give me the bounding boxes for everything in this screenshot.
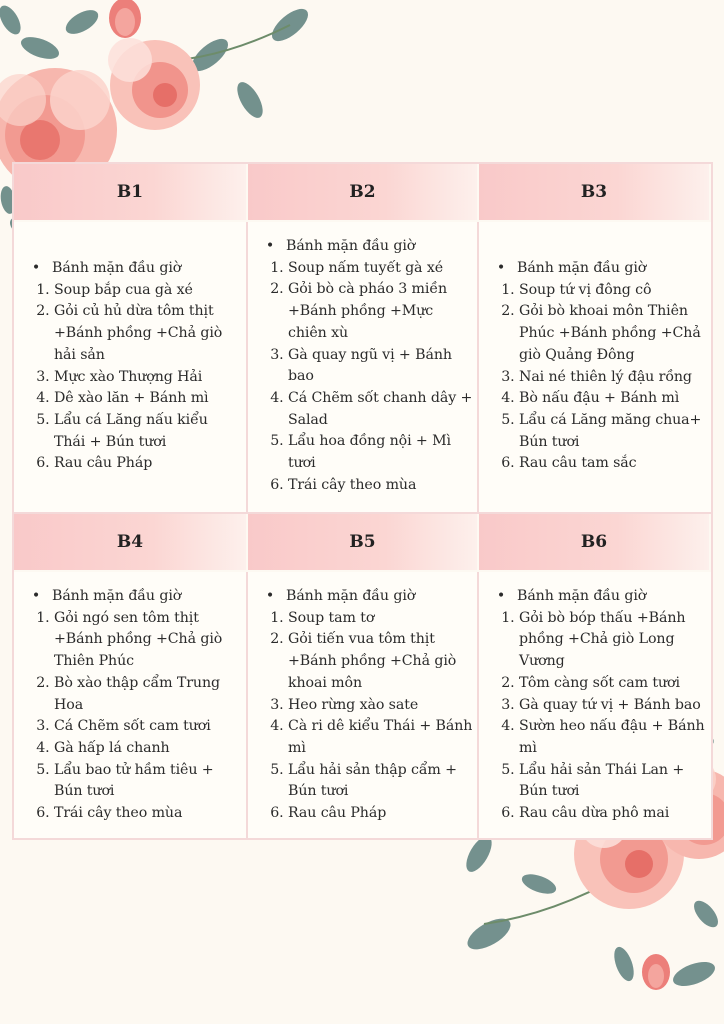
menu-b4-bullet: • Bánh mặn đầu giờ xyxy=(31,588,182,604)
menu-b6-content xyxy=(479,572,711,838)
menu-table xyxy=(12,162,713,840)
menu-b2-list xyxy=(254,258,473,497)
list-item: 4. Cá Chẽm sốt chanh dây + Salad xyxy=(288,388,473,431)
menu-b3-list xyxy=(485,280,707,475)
list-item: 5. Lẩu cá Lăng nấu kiểu Thái + Bún tươi xyxy=(54,410,242,453)
list-item: 3. Cá Chẽm sốt cam tươi xyxy=(54,716,242,738)
menu-b5-content xyxy=(248,572,479,838)
menu-b4-content xyxy=(14,572,248,838)
menu-b5-bullet: • Bánh mặn đầu giờ xyxy=(265,588,416,604)
list-item: 4. Sườn heo nấu đậu + Bánh mì xyxy=(519,716,707,759)
list-item: 1. Soup tam tơ xyxy=(288,608,473,630)
menu-b1-list xyxy=(20,280,242,475)
list-item: 2. Gỏi bò khoai môn Thiên Phúc +Bánh phồng +Chả giò Quảng Đông xyxy=(519,301,707,366)
menu-b5-title: B5 xyxy=(248,514,479,572)
list-item: 6. Trái cây theo mùa xyxy=(54,803,242,825)
list-item: 4. Dê xào lăn + Bánh mì xyxy=(54,388,242,410)
list-item: 1. Soup bắp cua gà xé xyxy=(54,280,242,302)
menu-b2-content xyxy=(248,222,479,514)
list-item: 6. Rau câu dừa phô mai xyxy=(519,803,707,825)
menu-b2-title: B2 xyxy=(248,164,479,222)
list-item: 3. Nai né thiên lý đậu rồng xyxy=(519,367,707,389)
menu-b4-list xyxy=(20,608,242,825)
list-item: 5. Lẩu hải sản Thái Lan + Bún tươi xyxy=(519,760,707,803)
list-item: 6. Rau câu Pháp xyxy=(288,803,473,825)
list-item: 1. Soup nấm tuyết gà xé xyxy=(288,258,473,280)
list-item: 2. Gỏi củ hủ dừa tôm thịt +Bánh phồng +Chả giò hải sản xyxy=(54,301,242,366)
menu-b6-bullet: • Bánh mặn đầu giờ xyxy=(496,588,647,604)
list-item: 5. Lẩu bao tử hầm tiêu + Bún tươi xyxy=(54,760,242,803)
menu-b1-content xyxy=(14,222,248,514)
menu-b6-title: B6 xyxy=(479,514,711,572)
menu-b4-title: B4 xyxy=(14,514,248,572)
list-item: 1. Gỏi ngó sen tôm thịt +Bánh phồng +Chả giò Thiên Phúc xyxy=(54,608,242,673)
menu-b1-bullet: • Bánh mặn đầu giờ xyxy=(31,260,182,276)
list-item: 3. Heo rừng xào sate xyxy=(288,695,473,717)
list-item: 2. Gỏi bò cà pháo 3 miền +Bánh phồng +Mực chiên xù xyxy=(288,279,473,344)
list-item: 3. Mực xào Thượng Hải xyxy=(54,367,242,389)
list-item: 6. Trái cây theo mùa xyxy=(288,475,473,497)
list-item: 6. Rau câu tam sắc xyxy=(519,453,707,475)
list-item: 1. Soup tứ vị đông cô xyxy=(519,280,707,302)
list-item: 5. Lẩu cá Lăng măng chua+ Bún tươi xyxy=(519,410,707,453)
menu-b5-list xyxy=(254,608,473,825)
list-item: 4. Bò nấu đậu + Bánh mì xyxy=(519,388,707,410)
list-item: 1. Gỏi bò bóp thấu +Bánh phồng +Chả giò Long Vương xyxy=(519,608,707,673)
menu-b3-bullet: • Bánh mặn đầu giờ xyxy=(496,260,647,276)
menu-b2-bullet: • Bánh mặn đầu giờ xyxy=(265,238,416,254)
list-item: 2. Tôm càng sốt cam tươi xyxy=(519,673,707,695)
menu-b3-content xyxy=(479,222,711,514)
list-item: 5. Lẩu hoa đồng nội + Mì tươi xyxy=(288,431,473,474)
list-item: 6. Rau câu Pháp xyxy=(54,453,242,475)
list-item: 3. Gà quay ngũ vị + Bánh bao xyxy=(288,345,473,388)
menu-b6-list xyxy=(485,608,707,825)
list-item: 2. Bò xào thập cẩm Trung Hoa xyxy=(54,673,242,716)
menu-b1-title: B1 xyxy=(14,164,248,222)
list-item: 4. Gà hấp lá chanh xyxy=(54,738,242,760)
menu-b3-title: B3 xyxy=(479,164,711,222)
list-item: 2. Gỏi tiến vua tôm thịt +Bánh phồng +Chả giò khoai môn xyxy=(288,629,473,694)
list-item: 3. Gà quay tứ vị + Bánh bao xyxy=(519,695,707,717)
list-item: 4. Cà ri dê kiểu Thái + Bánh mì xyxy=(288,716,473,759)
list-item: 5. Lẩu hải sản thập cẩm + Bún tươi xyxy=(288,760,473,803)
